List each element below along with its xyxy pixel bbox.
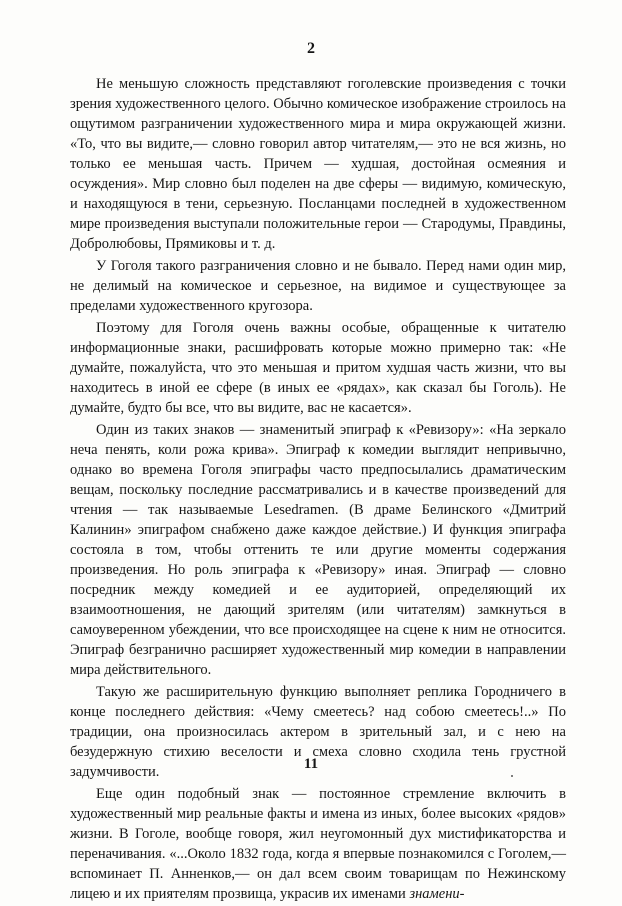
italic-word: знамени- [409,886,465,902]
print-speck [511,775,513,777]
section-number: 2 [307,40,315,57]
page-number: 11 [303,756,319,772]
body-text [70,74,566,906]
paragraph: Такую же расширительную функцию выполняет реплика Городничего в конце последнего действия: «Чему смеетесь? над собою смеетесь!..» По традиции, она произносилась актером в зрительный зал, и с нею на безудержную стихию веселости и смеха словно сходила тень грустной задумчивости. [70,684,566,780]
paragraph: Не меньшую сложность представляют гоголевские произведения с точки зрения художественного целого. Обычно комическое изображение строилось на ощутимом разграничении художественного мира и мира окружающей жизни. «То, что вы видите,— словно говорил автор читателям,— это не вся жизнь, но только ее меньшая часть. Причем — худшая, достойная осмеяния и осуждения». Мир словно был поделен на две сферы — видимую, комическую, и находящуюся в тени, серьезную. Посланцами последней в художественном мире произведения выступали положительные герои — Стародумы, Правдины, Добролюбовы, Прямиковы и т. д. [70,76,566,252]
paragraph [70,784,566,904]
paragraph: Один из таких знаков — знаменитый эпиграф к «Ревизору»: «На зеркало неча пенять, коли рожа крива». Эпиграф к комедии выглядит непривычно, однако во времена Гоголя эпиграфы часто предпосылались драматическим вещам, поскольку последние рассматривались и в качестве произведений для чтения — так называемые Lesedramen. (В драме Белинского «Дмитрий Калинин» эпиграфом снабжено даже каждое действие.) И функция эпиграфа состояла в том, чтобы оттенить те или другие моменты содержания произведения. Но роль эпиграфа к «Ревизору» иная. Эпиграф — словно посредник между комедией и ее аудиторией, определяющий их взаимоотношения, не дающий зрителям (или читателям) замкнуться в самоуверенном убеждении, что все происходящее на сцене к ним не относится. Эпиграф безгранично расширяет художественный мир комедии в направлении мира действительного. [70,422,566,678]
paragraph-text: Еще один подобный знак — постоянное стремление включить в художественный мир реальные факты и имена из иных, более высоких «рядов» жизни. В Гоголе, вообще говоря, жил неугомонный дух мистификаторства и переначивания. «...Около 1832 года, когда я впервые познакомился с Гоголем,— вспоминает П. Анненков,— он дал всем своим товарищам по Нежинскому лицею и их приятелям прозвища, украсив их именами [70,786,566,902]
paragraph: Поэтому для Гоголя очень важны особые, обращенные к читателю информационные знаки, расшифровать которые можно примерно так: «Не думайте, пожалуйста, что это меньшая и притом худшая часть жизни, что вы находитесь в иной ее сфере (в иных ее «рядах», как сказал бы Гоголь). Не думайте, будто бы все, что вы видите, вас не касается». [70,320,566,416]
paragraph: У Гоголя такого разграничения словно и не бывало. Перед нами один мир, не делимый на комическое и серьезное, на видимое и существующее за пределами художественного кругозора. [70,258,566,314]
